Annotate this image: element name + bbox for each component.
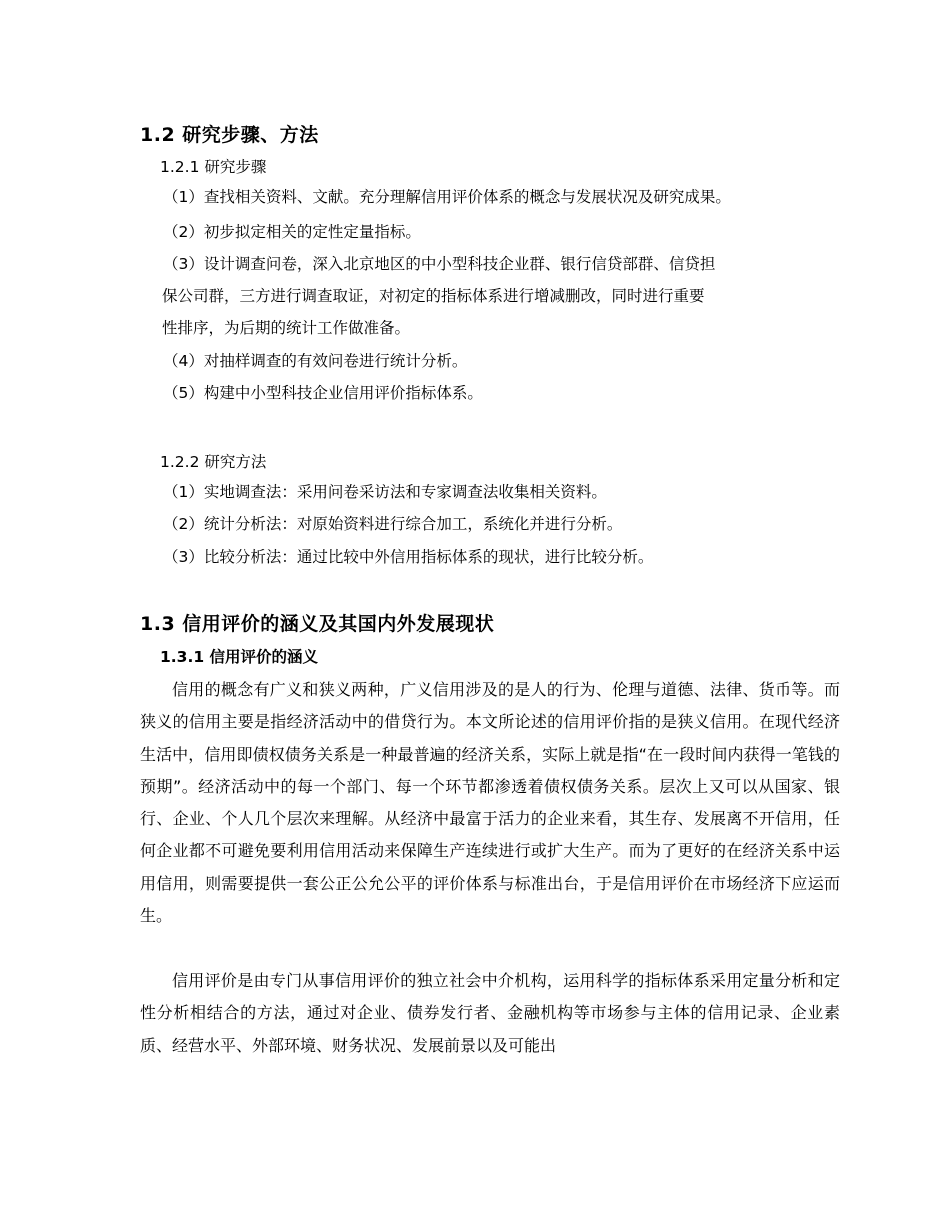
list-item-continued: 性排序，为后期的统计工作做准备。: [162, 319, 411, 337]
subsection-heading-1-2-1: 1.2.1 研究步骤: [160, 158, 267, 176]
list-item: （3）设计调查问卷，深入北京地区的中小型科技企业群、银行信贷部群、信贷担: [163, 255, 716, 273]
paragraph: 信用评价是由专门从事信用评价的独立社会中介机构，运用科学的指标体系采用定量分析和定性分析相结合的方法，通过对企业、债券发行者、金融机构等市场参与主体的信用记录、企业素质、经营水平、外部环境、财务状况、发展前景以及可能出: [140, 971, 840, 1055]
paragraph: 信用的概念有广义和狭义两种，广义信用涉及的是人的行为、伦理与道德、法律、货币等。而狭义的信用主要是指经济活动中的借贷行为。本文所论述的信用评价指的是狭义信用。在现代经济生活中，信用即债权债务关系是一种最普遍的经济关系，实际上就是指“在一段时间内获得一笔钱的预期”。经济活动中的每一个部门、每一个环节都渗透着债权债务关系。层次上又可以从国家、银行、企业、个人几个层次来理解。从经济中最富于活力的企业来看，其生存、发展离不开信用，任何企业都不可避免要利用信用活动来保障生产连续进行或扩大生产。而为了更好的在经济关系中运用信用，则需要提供一套公正公允公平的评价体系与标准出台，于是信用评价在市场经济下应运而生。: [140, 680, 840, 926]
list-item: （2）初步拟定相关的定性定量指标。: [163, 223, 421, 241]
section-heading-1-2: 1.2 研究步骤、方法: [140, 124, 319, 146]
subsection-heading-1-2-2: 1.2.2 研究方法: [160, 453, 267, 471]
list-item-continued: 保公司群，三方进行调查取证，对初定的指标体系进行增减删改，同时进行重要: [162, 287, 705, 305]
list-item: （1）查找相关资料、文献。充分理解信用评价体系的概念与发展状况及研究成果。: [163, 188, 731, 206]
section-heading-1-3: 1.3 信用评价的涵义及其国内外发展现状: [140, 613, 495, 635]
list-item: （4）对抽样调查的有效问卷进行统计分析。: [163, 352, 468, 370]
list-item: （2）统计分析法：对原始资料进行综合加工，系统化并进行分析。: [163, 515, 623, 533]
list-item: （5）构建中小型科技企业信用评价指标体系。: [163, 384, 483, 402]
list-item: （1）实地调查法：采用问卷采访法和专家调查法收集相关资料。: [163, 483, 607, 501]
list-item: （3）比较分析法：通过比较中外信用指标体系的现状，进行比较分析。: [163, 548, 654, 566]
subsection-heading-1-3-1: 1.3.1 信用评价的涵义: [160, 648, 319, 666]
